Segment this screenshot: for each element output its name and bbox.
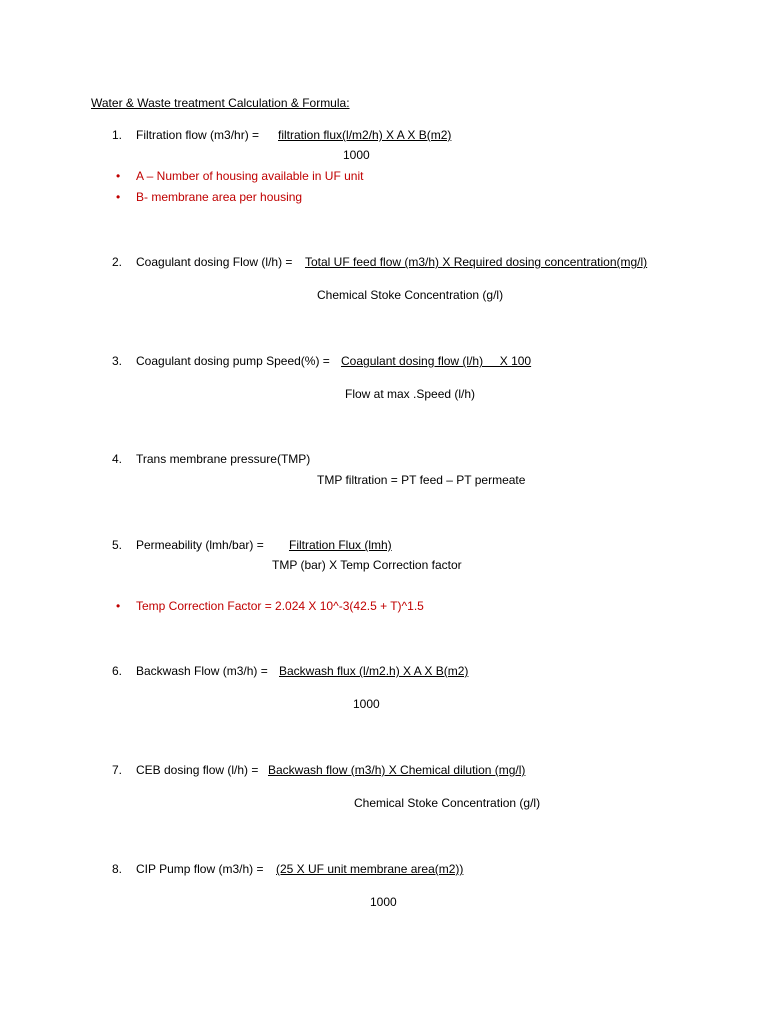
formula-denominator: 1000 <box>343 148 370 162</box>
item-number: 3. <box>111 354 122 368</box>
formula-label: CEB dosing flow (l/h) = <box>136 763 259 777</box>
item-number: 7. <box>111 763 122 777</box>
formula-label: Filtration flow (m3/hr) = <box>136 128 260 142</box>
formula-denominator: Chemical Stoke Concentration (g/l) <box>317 288 504 302</box>
note-text: Temp Correction Factor = 2.024 X 10^-3(42.5 + T)^1.5 <box>136 599 424 613</box>
item-number: 8. <box>111 862 122 876</box>
item-number: 1. <box>111 128 122 142</box>
formula-denominator: 1000 <box>370 895 397 909</box>
item-number: 4. <box>111 452 122 466</box>
formula-numerator: (25 X UF unit membrane area(m2)) <box>276 862 464 876</box>
bullet-icon: • <box>116 599 121 613</box>
formula-denominator: 1000 <box>353 697 380 711</box>
formula-numerator: Total UF feed flow (m3/h) X Required dosing concentration(mg/l) <box>305 255 648 269</box>
formula-label: Coagulant dosing pump Speed(%) = <box>136 354 330 368</box>
note-text: A – Number of housing available in UF unit <box>136 169 364 183</box>
bullet-icon: • <box>116 169 121 183</box>
bullet-icon: • <box>116 190 121 204</box>
formula-numerator: Coagulant dosing flow (l/h) X 100 <box>341 354 532 368</box>
item-number: 6. <box>111 664 122 678</box>
formula-label: CIP Pump flow (m3/h) = <box>136 862 264 876</box>
formula-numerator: filtration flux(l/m2/h) X A X B(m2) <box>278 128 452 142</box>
formula-denominator: Chemical Stoke Concentration (g/l) <box>354 796 541 810</box>
formula-numerator: Filtration Flux (lmh) <box>289 538 392 552</box>
formula-label: Coagulant dosing Flow (l/h) = <box>136 255 293 269</box>
item-number: 2. <box>111 255 122 269</box>
formula-numerator: Backwash flux (l/m2.h) X A X B(m2) <box>279 664 469 678</box>
formula-label: Permeability (lmh/bar) = <box>136 538 264 552</box>
formula-denominator: TMP (bar) X Temp Correction factor <box>272 558 462 572</box>
formula-label: Backwash Flow (m3/h) = <box>136 664 268 678</box>
note-text: B- membrane area per housing <box>136 190 303 204</box>
page-title: Water & Waste treatment Calculation & Formula: <box>91 96 350 110</box>
formula-expression: TMP filtration = PT feed – PT permeate <box>317 473 526 487</box>
formula-numerator: Backwash flow (m3/h) X Chemical dilution (mg/l) <box>268 763 526 777</box>
formula-label: Trans membrane pressure(TMP) <box>136 452 311 466</box>
item-number: 5. <box>111 538 122 552</box>
formula-denominator: Flow at max .Speed (l/h) <box>345 387 476 401</box>
